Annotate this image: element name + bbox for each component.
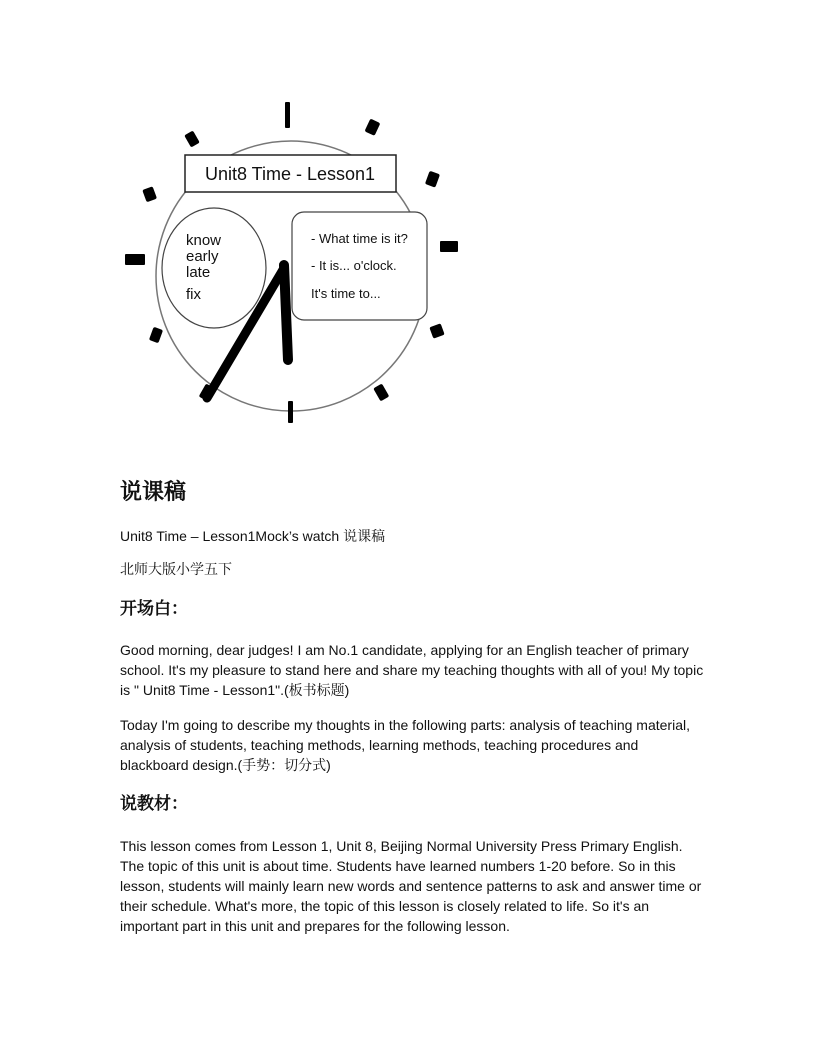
lesson-document [120, 470, 710, 936]
vocab-ellipse [162, 208, 266, 328]
tick-8 [149, 327, 163, 344]
sentence-line: It's time to... [311, 286, 381, 301]
clock-drawing [100, 90, 480, 435]
document-subtitle: Unit8 Time – Lesson1Mock’s watch 说课稿 [120, 528, 386, 545]
section-heading-material: 说教材： [120, 794, 188, 815]
paragraph-material: This lesson comes from Lesson 1, Unit 8, Beijing Normal University Press Primary English. The topic of this unit is about time. Students have learned numbers 1-20 before. So in this lesson, students will mainly learn new words and sentence patterns to ask and answer time or their schedule. What's more, the topic of this lesson is closely related to life. So it's an important part in this unit and prepares for the following lesson. [120, 837, 702, 934]
tick-11 [184, 130, 200, 147]
tick-4 [429, 323, 444, 338]
tick-9 [125, 254, 145, 265]
tick-12 [285, 102, 290, 128]
document-title: 说课稿 [120, 480, 187, 505]
hour-hand [284, 265, 288, 360]
tick-3 [440, 241, 458, 252]
edition-line: 北师大版小学五下 [120, 562, 232, 579]
vocab-word: early [186, 248, 219, 265]
paragraph-opening: Good morning, dear judges! I am No.1 candidate, applying for an English teacher of primary school. It's my pleasure to stand here and share my teaching thoughts with all of you! My topic is " Unit8 Time - Lesson1".(板书标题) [120, 642, 704, 699]
tick-10 [142, 186, 157, 202]
tick-2 [425, 171, 440, 188]
sentence-line: - It is... o'clock. [311, 258, 397, 273]
section-heading-opening: 开场白： [120, 599, 188, 620]
paragraph-outline: Today I'm going to describe my thoughts in the following parts: analysis of teaching material, analysis of students, teaching methods, learning methods, teaching procedures and blackboard design.(手势：切分式) [120, 717, 690, 774]
sentence-line: - What time is it? [311, 231, 408, 246]
tick-5 [373, 383, 389, 401]
vocab-word: fix [186, 286, 201, 303]
vocab-word: late [186, 264, 211, 281]
tick-6 [288, 401, 293, 423]
vocab-word: know [186, 232, 222, 249]
figure-title: Unit8 Time - Lesson1 [204, 164, 376, 184]
clock-blackboard-figure [100, 90, 480, 435]
tick-1 [365, 119, 381, 136]
